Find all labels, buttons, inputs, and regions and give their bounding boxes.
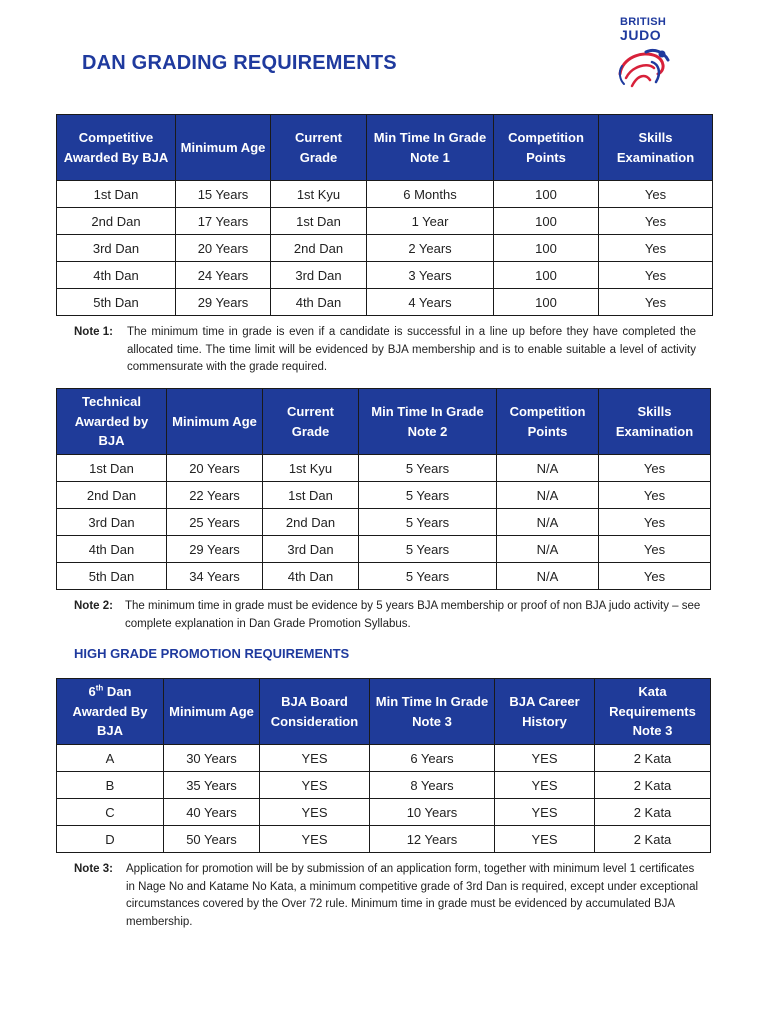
header-cell: BJA Board Consideration <box>260 679 370 745</box>
table-cell: 15 Years <box>176 181 271 208</box>
note-label: Note 1: <box>74 326 113 338</box>
header-cell: Min Time In Grade Note 1 <box>367 115 494 181</box>
table-cell: 4th Dan <box>57 536 167 563</box>
table-cell: 6 Months <box>367 181 494 208</box>
high-grade-promotion-table <box>56 678 711 853</box>
table-cell: 34 Years <box>167 563 263 590</box>
table-cell: 4th Dan <box>263 563 359 590</box>
table-cell: 3 Years <box>367 262 494 289</box>
competitive-grading-table <box>56 114 713 316</box>
table-cell: 2nd Dan <box>57 482 167 509</box>
table-cell: 2 Kata <box>595 826 711 853</box>
table-cell: 1st Dan <box>271 208 367 235</box>
note-text: The minimum time in grade is even if a candidate is successful in a line up before they have completed the allocated time. The time limit will be evidenced by BJA membership and is to enable suitable a level of activity commensurate with the grade required. <box>127 326 696 373</box>
table-cell: 35 Years <box>164 772 260 799</box>
table-row <box>57 262 713 289</box>
header-cell: Competitive Awarded By BJA <box>57 115 176 181</box>
table-cell: A <box>57 745 164 772</box>
table-cell: 17 Years <box>176 208 271 235</box>
table-cell: 20 Years <box>167 455 263 482</box>
section-subtitle: HIGH GRADE PROMOTION REQUIREMENTS <box>74 646 350 661</box>
table-cell: YES <box>260 799 370 826</box>
table-row <box>57 536 711 563</box>
table-row <box>57 455 711 482</box>
table-cell: 10 Years <box>370 799 495 826</box>
table-cell: YES <box>495 799 595 826</box>
table-cell: 4th Dan <box>57 262 176 289</box>
header-cell: Skills Examination <box>599 389 711 455</box>
table-cell: Yes <box>599 509 711 536</box>
note-label: Note 3: <box>74 863 113 875</box>
table-cell: 25 Years <box>167 509 263 536</box>
logo-text-british: BRITISH <box>620 16 667 28</box>
page-title: DAN GRADING REQUIREMENTS <box>82 52 397 74</box>
table-cell: 30 Years <box>164 745 260 772</box>
table-row <box>57 563 711 590</box>
table-cell: 3rd Dan <box>57 235 176 262</box>
header-cell <box>57 679 164 745</box>
table-cell: 6 Years <box>370 745 495 772</box>
table-cell: 2 Kata <box>595 745 711 772</box>
table-cell: 40 Years <box>164 799 260 826</box>
table-cell: Yes <box>599 536 711 563</box>
note-text: The minimum time in grade must be evidence by 5 years BJA membership or proof of non BJA judo activity – see complete explanation in Dan Grade Promotion Syllabus. <box>125 600 701 630</box>
header-cell: Kata Requirements Note 3 <box>595 679 711 745</box>
table-cell: 5 Years <box>359 563 497 590</box>
table-cell: 100 <box>494 262 599 289</box>
table-cell: 2 Kata <box>595 799 711 826</box>
table-row <box>57 826 711 853</box>
technical-grading-table <box>56 388 711 590</box>
table-cell: 2 Kata <box>595 772 711 799</box>
header-num: 6 <box>88 684 96 700</box>
table-cell: 29 Years <box>167 536 263 563</box>
table-row <box>57 509 711 536</box>
header-cell: BJA Career History <box>495 679 595 745</box>
header-cell: Minimum Age <box>167 389 263 455</box>
table-row <box>57 772 711 799</box>
table-cell: 3rd Dan <box>271 262 367 289</box>
table-cell: Yes <box>599 563 711 590</box>
judo-figure-icon <box>612 44 672 92</box>
table-cell: 100 <box>494 289 599 316</box>
table-row <box>57 482 711 509</box>
table-cell: 5 Years <box>359 509 497 536</box>
table-cell: 12 Years <box>370 826 495 853</box>
table-cell: 5 Years <box>359 536 497 563</box>
table-cell: 100 <box>494 235 599 262</box>
table-cell: N/A <box>497 536 599 563</box>
table-header-row <box>57 679 711 745</box>
table-cell: YES <box>260 745 370 772</box>
table-cell: 5th Dan <box>57 563 167 590</box>
table-cell: 1 Year <box>367 208 494 235</box>
header-sup: th <box>95 683 104 693</box>
table-cell: YES <box>260 826 370 853</box>
table-cell: 1st Dan <box>263 482 359 509</box>
table-cell: 29 Years <box>176 289 271 316</box>
table-cell: YES <box>495 826 595 853</box>
table-cell: B <box>57 772 164 799</box>
table-cell: 3rd Dan <box>263 536 359 563</box>
table-cell: 1st Kyu <box>263 455 359 482</box>
table-cell: 100 <box>494 181 599 208</box>
table-cell: N/A <box>497 563 599 590</box>
header-rest: Dan <box>103 684 132 700</box>
table-cell: 8 Years <box>370 772 495 799</box>
table-cell: 100 <box>494 208 599 235</box>
table-cell: N/A <box>497 509 599 536</box>
header-cell: Minimum Age <box>176 115 271 181</box>
table-cell: 24 Years <box>176 262 271 289</box>
note-1 <box>74 324 696 377</box>
table-cell: N/A <box>497 455 599 482</box>
header-cell: Min Time In Grade Note 3 <box>370 679 495 745</box>
table-cell: Yes <box>599 482 711 509</box>
table-row <box>57 208 713 235</box>
header-cell: Competition Points <box>497 389 599 455</box>
table-row <box>57 745 711 772</box>
table-cell: 5 Years <box>359 482 497 509</box>
note-text: Application for promotion will be by submission of an application form, together with minimum level 1 certificates in Nage No and Katame No Kata, a minimum competitive grade of 3rd Dan is required, except under exceptional circumstances covered by the Over 72 rule. Minimum time in grade must be evidenced by accumulated BJA membership. <box>126 863 699 928</box>
table-cell: 3rd Dan <box>57 509 167 536</box>
header-line2: Awarded By BJA <box>72 703 148 739</box>
table-cell: Yes <box>599 235 713 262</box>
table-row <box>57 289 713 316</box>
table-cell: 4th Dan <box>271 289 367 316</box>
british-judo-logo <box>612 16 674 96</box>
header-cell: Competition Points <box>494 115 599 181</box>
table-cell: 22 Years <box>167 482 263 509</box>
table-cell: 1st Dan <box>57 181 176 208</box>
table-cell: YES <box>495 745 595 772</box>
header-cell: Current Grade <box>263 389 359 455</box>
note-3 <box>74 861 700 931</box>
header-cell: Current Grade <box>271 115 367 181</box>
table-cell: 4 Years <box>367 289 494 316</box>
table-cell: 2nd Dan <box>57 208 176 235</box>
table-cell: 50 Years <box>164 826 260 853</box>
table-cell: D <box>57 826 164 853</box>
header-cell: Min Time In Grade Note 2 <box>359 389 497 455</box>
table-cell: Yes <box>599 181 713 208</box>
table-cell: C <box>57 799 164 826</box>
table-cell: YES <box>495 772 595 799</box>
table-cell: 1st Kyu <box>271 181 367 208</box>
table-row <box>57 235 713 262</box>
table-cell: YES <box>260 772 370 799</box>
note-2 <box>74 598 704 633</box>
table-cell: Yes <box>599 289 713 316</box>
table-header-row <box>57 389 711 455</box>
table-row <box>57 181 713 208</box>
table-row <box>57 799 711 826</box>
table-cell: 20 Years <box>176 235 271 262</box>
table-cell: 2nd Dan <box>271 235 367 262</box>
note-label: Note 2: <box>74 600 113 612</box>
table-cell: 1st Dan <box>57 455 167 482</box>
table-cell: Yes <box>599 262 713 289</box>
logo-text-judo: JUDO <box>620 27 662 43</box>
table-cell: 5 Years <box>359 455 497 482</box>
header-cell: Skills Examination <box>599 115 713 181</box>
table-cell: Yes <box>599 208 713 235</box>
header-cell: Minimum Age <box>164 679 260 745</box>
header-cell: Technical Awarded by BJA <box>57 389 167 455</box>
table-header-row <box>57 115 713 181</box>
table-cell: N/A <box>497 482 599 509</box>
table-cell: Yes <box>599 455 711 482</box>
table-cell: 2 Years <box>367 235 494 262</box>
table-cell: 5th Dan <box>57 289 176 316</box>
table-cell: 2nd Dan <box>263 509 359 536</box>
